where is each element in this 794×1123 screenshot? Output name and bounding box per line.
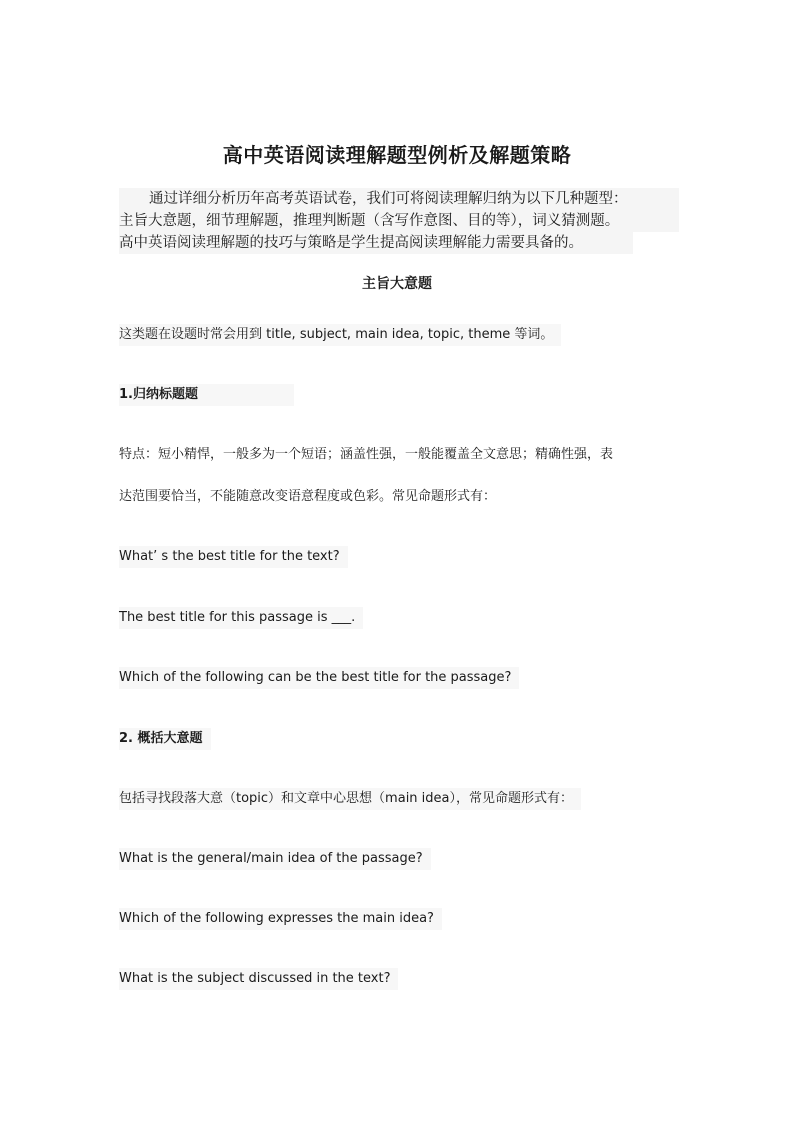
question-line: What is the subject discussed in the text? (119, 968, 398, 990)
section-heading: 主旨大意题 (362, 276, 432, 292)
question-line: The best title for this passage is ___. (119, 607, 363, 629)
question-line: Which of the following expresses the main idea? (119, 908, 442, 930)
question-line: What’ s the best title for the text? (119, 546, 348, 568)
intro-line: 高中英语阅读理解题的技巧与策略是学生提高阅读理解能力需要具备的。 (119, 232, 633, 254)
subsection-heading: 1.归纳标题题 (119, 384, 294, 406)
description-line: 特点：短小精悍，一般多为一个短语；涵盖性强，一般能覆盖全文意思；精确性强，表 (119, 447, 614, 462)
intro-line: 主旨大意题，细节理解题，推理判断题（含写作意图、目的等），词义猜测题。 (119, 210, 679, 232)
section-intro: 这类题在设题时常会用到 title, subject, main idea, topic, theme 等词。 (119, 324, 561, 346)
question-line: Which of the following can be the best title for the passage? (119, 667, 519, 689)
intro-paragraph (119, 188, 679, 254)
document-title: 高中英语阅读理解题型例析及解题策略 (222, 143, 572, 167)
subsection-heading: 2. 概括大意题 (119, 728, 211, 750)
description-line: 包括寻找段落大意（topic）和文章中心思想（main idea），常见命题形式有： (119, 788, 581, 810)
intro-line: 通过详细分析历年高考英语试卷，我们可将阅读理解归纳为以下几种题型： (119, 188, 679, 210)
description-line: 达范围要恰当，不能随意改变语意程度或色彩。常见命题形式有： (119, 489, 497, 504)
question-line: What is the general/main idea of the passage? (119, 848, 431, 870)
